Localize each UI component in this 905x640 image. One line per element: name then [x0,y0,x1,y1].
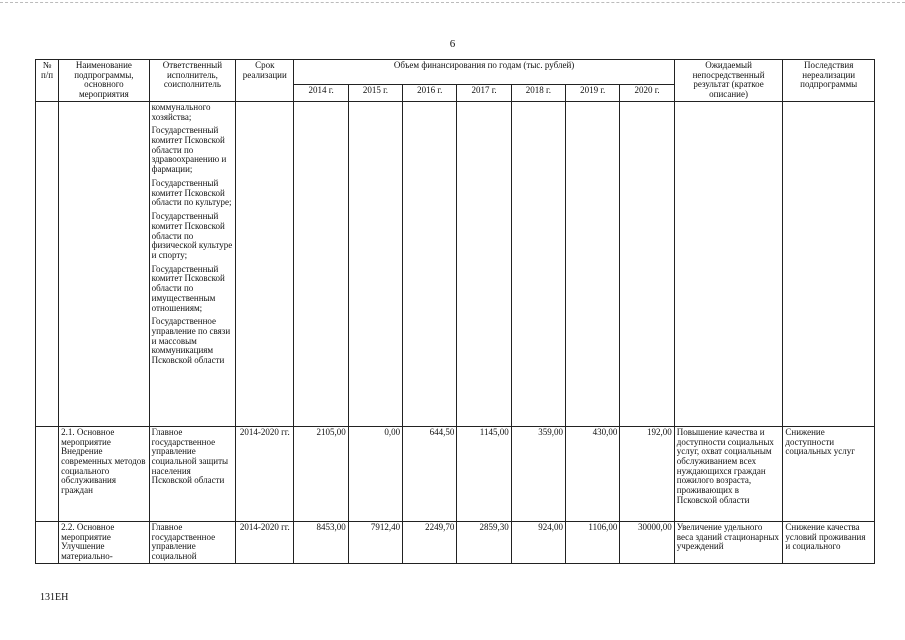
header-row [36,60,875,85]
table-row [36,521,875,563]
row-value: 1106,00 [566,521,620,563]
responsible-item: Государственный комитет Псковской области по культуре; [151,177,232,208]
row-name: 2.1. Основное мероприятие Внедрение современных методов социального обслуживания граждан [59,426,150,521]
responsible-list [149,101,236,426]
row-value: 430,00 [566,426,620,521]
scan-edge [0,2,905,3]
row-expected: Повышение качества и доступности социальных услуг, охват социальным обслуживанием всех нуждающихся граждан пожилого возраста, проживающих в Псковской области [674,426,783,521]
header-year: 2016 г. [403,84,457,101]
row-value: 1145,00 [457,426,511,521]
header-responsible: Ответственный исполнитель, соисполнитель [149,60,236,102]
header-num: № п/п [36,60,59,102]
row-period: 2014-2020 гг. [236,426,294,521]
row-value: 2859,30 [457,521,511,563]
footer-code: 131ЕН [40,592,69,603]
row-value: 644,50 [403,426,457,521]
header-year: 2014 г. [294,84,348,101]
row-value: 30000,00 [620,521,674,563]
responsible-item: Государственный комитет Псковской области по имущественным отношениям; [151,263,225,313]
row-value: 924,00 [511,521,565,563]
program-table [35,59,875,564]
header-name: Наименование подпрограммы, основного мероприятия [59,60,150,102]
row-value: 0,00 [348,426,402,521]
header-period: Срок реализации [236,60,294,102]
responsible-item: Государственное управление по связи и массовым коммуникациям Псковской области [151,316,231,366]
row-expected: Увеличение удельного веса зданий стационарных учреждений [674,521,783,563]
header-year: 2019 г. [566,84,620,101]
responsible-item: коммунального хозяйства; [151,101,211,122]
responsible-item: Государственный комитет Псковской области по здравоохранению и фармации; [151,125,227,175]
header-funding: Объем финансирования по годам (тыс. рублей) [294,60,674,85]
row-value: 7912,40 [348,521,402,563]
row-consequences: Снижение качества условий проживания и социального [783,521,875,563]
header-year: 2020 г. [620,84,674,101]
header-year: 2015 г. [348,84,402,101]
row-period: 2014-2020 гг. [236,521,294,563]
header-year: 2018 г. [511,84,565,101]
row-value: 8453,00 [294,521,348,563]
row-name: 2.2. Основное мероприятие Улучшение материально- [59,521,150,563]
row-value: 2249,70 [403,521,457,563]
table-row [36,101,875,426]
header-consequences: Последствия нереализации подпрограммы [783,60,875,102]
row-value: 192,00 [620,426,674,521]
page-number: 6 [449,38,456,50]
header-expected: Ожидаемый непосредственный результат (краткое описание) [674,60,783,102]
row-value: 359,00 [511,426,565,521]
row-responsible: Главное государственное управление социальной [149,521,236,563]
header-year: 2017 г. [457,84,511,101]
row-responsible: Главное государственное управление социальной защиты населения Псковской области [149,426,236,521]
row-consequences: Снижение доступности социальных услуг [783,426,875,521]
responsible-item: Государственный комитет Псковской области по физической культуре и спорту; [151,211,233,260]
row-value: 2105,00 [294,426,348,521]
table-row [36,426,875,521]
